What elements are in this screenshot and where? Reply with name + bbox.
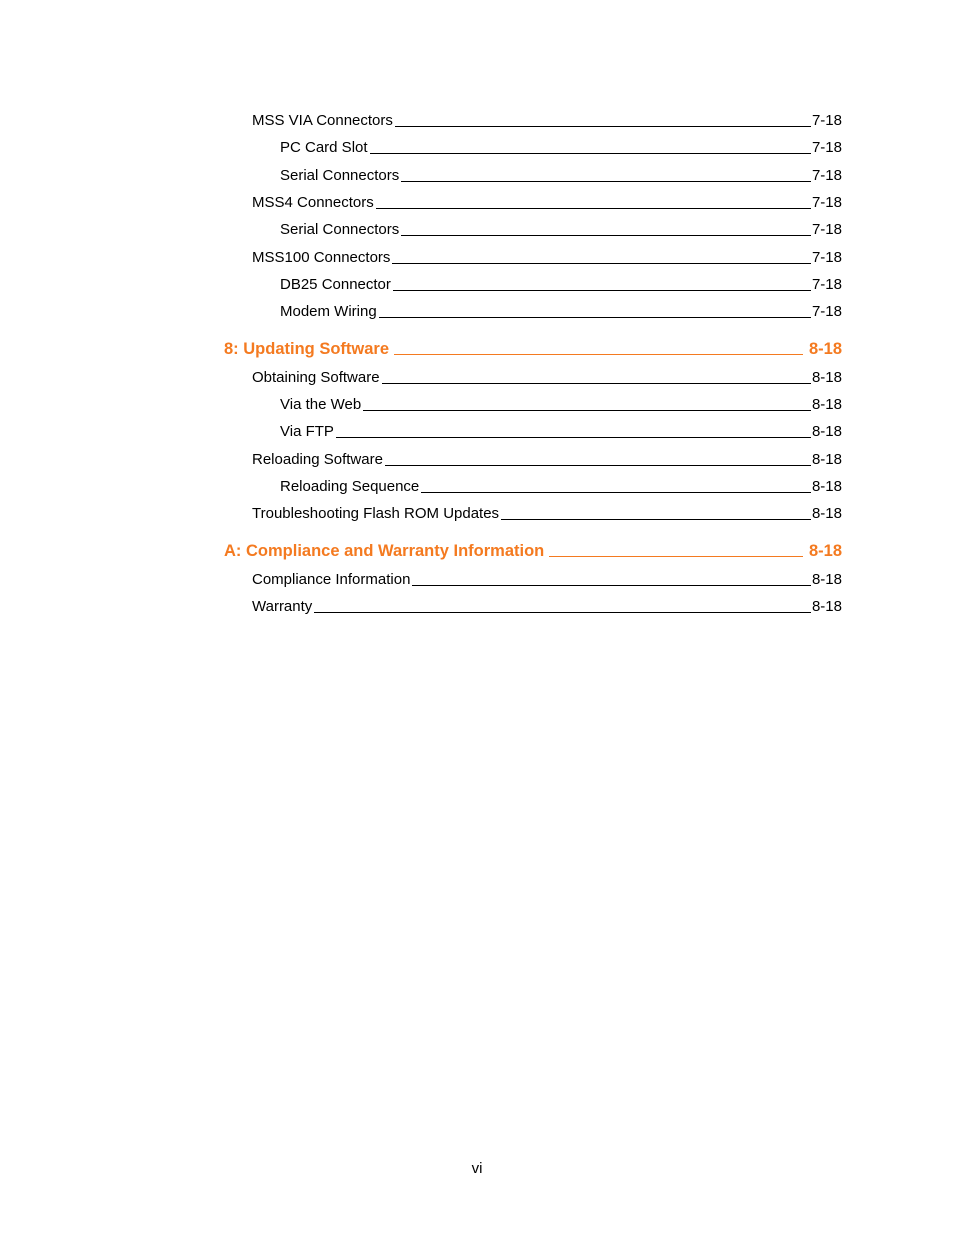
toc-leader-line bbox=[363, 410, 811, 411]
toc-entry-page: 7-18 bbox=[811, 221, 842, 238]
toc-entry-page: 8-18 bbox=[811, 505, 842, 522]
toc-entry-label: Obtaining Software bbox=[252, 369, 380, 386]
toc-entry-page: 7-18 bbox=[811, 167, 842, 184]
toc-entry-via-the-web[interactable] bbox=[280, 396, 842, 414]
toc-entry-label: Reloading Software bbox=[252, 451, 383, 468]
toc-entry-page: 8-18 bbox=[811, 478, 842, 495]
toc-entry-mss100-connectors[interactable] bbox=[252, 249, 842, 267]
toc-leader-line bbox=[394, 354, 803, 355]
toc-entry-mss-via-connectors[interactable] bbox=[252, 112, 842, 130]
toc-chapter-page: 8-18 bbox=[808, 542, 842, 560]
toc-entry-label: Warranty bbox=[252, 598, 313, 615]
toc-entry-page: 8-18 bbox=[811, 369, 842, 386]
toc-leader-line bbox=[392, 263, 811, 264]
toc-leader-line bbox=[376, 208, 811, 209]
toc-leader-line bbox=[501, 519, 811, 520]
toc-chapter-updating-software[interactable] bbox=[224, 340, 842, 358]
toc-entry-serial-connectors-via[interactable] bbox=[280, 167, 842, 185]
toc-chapter-label: A: Compliance and Warranty Information bbox=[224, 542, 545, 560]
toc-leader-line bbox=[401, 235, 811, 236]
toc-entry-reloading-sequence[interactable] bbox=[280, 478, 842, 496]
toc-entry-pc-card-slot[interactable] bbox=[280, 139, 842, 157]
toc-leader-line bbox=[314, 612, 811, 613]
toc-entry-db25-connector[interactable] bbox=[280, 276, 842, 294]
toc-leader-line bbox=[421, 492, 811, 493]
toc-entry-reloading-software[interactable] bbox=[252, 451, 842, 469]
toc-entry-label: Modem Wiring bbox=[280, 303, 377, 320]
toc-entry-page: 7-18 bbox=[811, 303, 842, 320]
toc-entry-label: Serial Connectors bbox=[280, 221, 400, 238]
toc-leader-line bbox=[379, 317, 811, 318]
toc-leader-line bbox=[401, 181, 811, 182]
toc-entry-page: 7-18 bbox=[811, 249, 842, 266]
toc-entry-page: 7-18 bbox=[811, 276, 842, 293]
toc-leader-line bbox=[382, 383, 811, 384]
toc-chapter-page: 8-18 bbox=[808, 340, 842, 358]
toc-entry-warranty[interactable] bbox=[252, 598, 842, 616]
toc-entry-obtaining-software[interactable] bbox=[252, 369, 842, 387]
toc-entry-page: 8-18 bbox=[811, 451, 842, 468]
toc-leader-line bbox=[393, 290, 811, 291]
toc-entry-modem-wiring[interactable] bbox=[280, 303, 842, 321]
toc-entry-page: 7-18 bbox=[811, 112, 842, 129]
toc-entry-mss4-connectors[interactable] bbox=[252, 194, 842, 212]
toc-entry-label: Compliance Information bbox=[252, 571, 411, 588]
toc-entry-label: Serial Connectors bbox=[280, 167, 400, 184]
toc-leader-line bbox=[336, 437, 811, 438]
toc-entry-label: MSS100 Connectors bbox=[252, 249, 391, 266]
page-number: vi bbox=[471, 1160, 483, 1177]
toc-entry-via-ftp[interactable] bbox=[280, 423, 842, 441]
toc-entry-serial-connectors-mss4[interactable] bbox=[280, 221, 842, 239]
toc-entry-label: DB25 Connector bbox=[280, 276, 391, 293]
toc-entry-page: 7-18 bbox=[811, 139, 842, 156]
toc-entry-compliance-information[interactable] bbox=[252, 571, 842, 589]
toc-entry-page: 7-18 bbox=[811, 194, 842, 211]
toc-leader-line bbox=[549, 556, 803, 557]
toc-entry-page: 8-18 bbox=[811, 571, 842, 588]
toc-leader-line bbox=[412, 585, 811, 586]
toc-entry-label: MSS4 Connectors bbox=[252, 194, 374, 211]
toc-leader-line bbox=[385, 465, 811, 466]
toc-entry-label: Via FTP bbox=[280, 423, 334, 440]
toc-chapter-label: 8: Updating Software bbox=[224, 340, 390, 358]
toc-entry-troubleshooting-flash-rom[interactable] bbox=[252, 505, 842, 523]
toc-entry-label: PC Card Slot bbox=[280, 139, 368, 156]
toc-entry-label: Via the Web bbox=[280, 396, 362, 413]
toc-entry-page: 8-18 bbox=[811, 423, 842, 440]
toc-entry-page: 8-18 bbox=[811, 396, 842, 413]
toc-entry-label: MSS VIA Connectors bbox=[252, 112, 393, 129]
toc-leader-line bbox=[370, 153, 811, 154]
toc-leader-line bbox=[395, 126, 811, 127]
toc-entry-label: Troubleshooting Flash ROM Updates bbox=[252, 505, 500, 522]
toc-entry-page: 8-18 bbox=[811, 598, 842, 615]
toc-entry-label: Reloading Sequence bbox=[280, 478, 420, 495]
toc-chapter-compliance-warranty[interactable] bbox=[224, 542, 842, 560]
